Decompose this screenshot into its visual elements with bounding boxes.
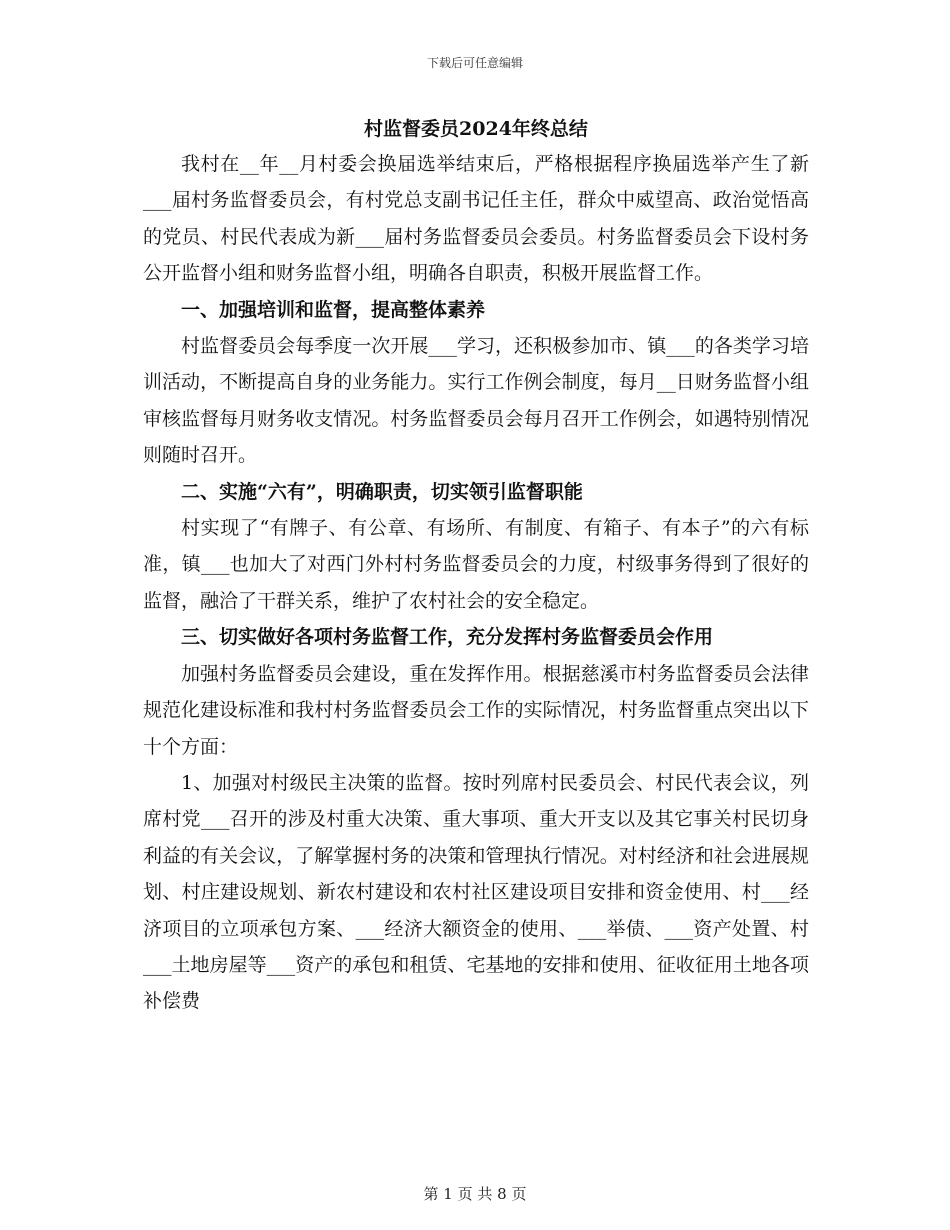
page-number: 第 1 页 共 8 页 xyxy=(423,1185,527,1203)
section-heading-1: 一、加强培训和监督，提高整体素养 xyxy=(181,298,486,321)
document-title: 村监督委员2024年终总结 xyxy=(364,118,588,140)
section-heading-3: 三、切实做好各项村务监督工作，充分发挥村务监督委员会作用 xyxy=(181,626,714,649)
paragraph-item-1: 1、加强对村级民主决策的监督。按时列席村民委员会、村民代表会议，列席村党___召开的涉及村重大决策、重大事项、重大开支以及其它事关村民切身利益的有关会议，了解掌握村务的决策和管理执行情况。对村经济和社会进展规划、村庄建设规划、新农村建设和农村社区建设项目安排和资金使用、村___经济项目的立项承包方案、___经济大额资金的使用、___举债、___资产处置、村___土地房屋等___资产的承包和租赁、宅基地的安排和使用、征收征用土地各项补偿费 xyxy=(143,771,809,1013)
paragraph-section-2: 村实现了“有牌子、有公章、有场所、有制度、有箱子、有本子”的六有标准，镇___也加大了对西门外村村务监督委员会的力度，村级事务得到了很好的监督，融洽了干群关系，维护了农村社会的安全稳定。 xyxy=(143,517,809,612)
document-body xyxy=(143,112,809,1020)
page-header-note: 下载后可任意编辑 xyxy=(426,56,523,70)
paragraph-section-1: 村监督委员会每季度一次开展___学习，还积极参加市、镇___的各类学习培训活动，不断提高自身的业务能力。实行工作例会制度，每月__日财务监督小组审核监督每月财务收支情况。村务监督委员会每月召开工作例会，如遇特别情况则随时召开。 xyxy=(143,335,809,467)
paragraph-section-3: 加强村务监督委员会建设，重在发挥作用。根据慈溪市村务监督委员会法律规范化建设标准和我村村务监督委员会工作的实际情况，村务监督重点突出以下十个方面： xyxy=(143,662,809,758)
section-heading-2: 二、实施“六有”，明确职责，切实领引监督职能 xyxy=(181,480,583,503)
paragraph-intro: 我村在__年__月村委会换届选举结束后，严格根据程序换届选举产生了新___届村务监督委员会，有村党总支副书记任主任，群众中威望高、政治觉悟高的党员、村民代表成为新___届村务监督委员会委员。村务监督委员会下设村务公开监督小组和财务监督小组，明确各自职责，积极开展监督工作。 xyxy=(143,153,809,285)
